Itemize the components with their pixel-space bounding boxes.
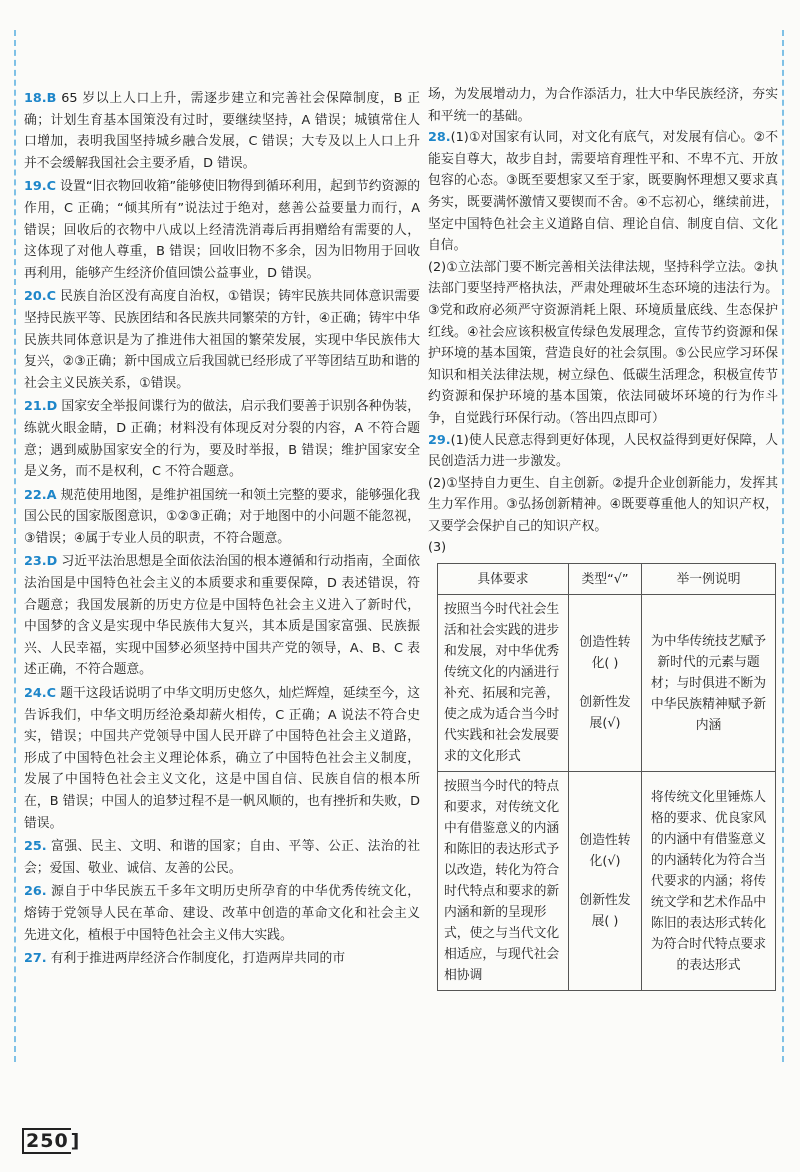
answer-number: 24.C [24, 686, 57, 702]
type-option: 创新性发展( ) [579, 893, 631, 930]
right-column [428, 84, 778, 991]
answer-number: 27. [24, 951, 47, 967]
answer-number: 19.C [24, 179, 57, 195]
table-row [438, 595, 776, 772]
answer-text: (1)使人民意志得到更好体现，人民权益得到更好保障，人民创造活力进一步激发。 [428, 432, 778, 470]
table-header: 类型“√” [569, 564, 642, 595]
table-header: 具体要求 [438, 564, 569, 595]
answer-number: 22.A [24, 487, 57, 503]
answer-paragraph [428, 473, 778, 538]
answer-entry [24, 948, 420, 970]
answer-paragraph [428, 430, 778, 473]
answer-text: 源自于中华民族五千多年文明历史所孕育的中华优秀传统文化，熔铸于党领导人民在革命、建设、改革中创造的革命文化和社会主义先进文化，植根于中国特色社会主义伟大实践。 [24, 884, 420, 943]
answer-entry [24, 396, 420, 482]
type-option: 创造性转化( ) [579, 635, 631, 672]
answer-paragraph [428, 84, 778, 127]
answer-number: 29. [428, 432, 451, 448]
answer-number: 23.D [24, 554, 58, 570]
answer-number: 26. [24, 884, 47, 900]
type-cell [569, 595, 642, 772]
answer-text: 设置“旧衣物回收箱”能够使旧物得到循环利用，起到节约资源的作用，C 正确；“倾其所有”说法过于绝对，慈善公益要量力而行，A 错误；回收后的衣物中八成以上经清洗消毒后再捐赠给有需要的人，这体现了对他人尊重，B 错误；回收旧物不多余，因为旧物用于回收再利用，能够产生经济价值回馈公益事业，D 错误。 [24, 179, 420, 281]
requirement-cell: 按照当今时代的特点和要求，对传统文化中有借鉴意义的内涵和陈旧的表达形式予以改造，转化为符合时代特点和要求的新内涵和新的呈现形式，使之与当代文化相适应，与现代社会相协调 [438, 772, 569, 991]
left-guide-line [14, 30, 16, 1062]
answer-entry [24, 836, 420, 879]
answer-entry [24, 551, 420, 681]
answer-text: 民族自治区没有高度自治权，①错误；铸牢民族共同体意识需要坚持民族平等、民族团结和各民族共同繁荣的方针，④正确；铸牢中华民族共同体意识是为了推进伟大祖国的繁荣发展，实现中华民族伟大复兴，②③正确；新中国成立后我国就已经形成了平等团结互助和谐的社会主义民族关系，①错误。 [24, 289, 420, 391]
page-number: 250 ] [22, 1130, 80, 1152]
answer-text: (1)①对国家有认同，对文化有底气，对发展有信心。②不能妄自尊大，故步自封，需要培育理性平和、不卑不亢、开放包容的心态。③既至要想家又至于家，既要胸怀理想又要求真务实，既要满怀激情又要锲而不舍。④不忘初心，继续前进，坚定中国特色社会主义道路自信、理论自信、制度自信、文化自信。 [428, 130, 778, 254]
answer-entry [24, 485, 420, 550]
answer-entry [24, 88, 420, 174]
answer-text: 习近平法治思想是全面依法治国的根本遵循和行动指南，全面依法治国是中国特色社会主义的本质要求和重要保障，D 表述错误，符合题意；我国发展新的历史方位是中国特色社会主义进入了新时代，中国梦的含义是实现中华民族伟大复兴，其本质是国家富强、民族振兴、人民幸福，实现中国梦必须坚持中国共产党的领导，A、B、C 表述正确，不符合题意。 [24, 554, 421, 678]
answer-paragraph [428, 537, 778, 559]
page-number-text: 250 [22, 1128, 71, 1154]
answer-text: 有利于推进两岸经济合作制度化，打造两岸共同的市 [50, 951, 346, 967]
answer-entry [24, 881, 420, 946]
answer-text: (2)①坚持自力更生、自主创新。②提升企业创新能力，发挥其生力军作用。③弘扬创新精神。④既要尊重他人的知识产权，又要学会保护自己的知识产权。 [428, 475, 778, 534]
answer-paragraph [428, 127, 778, 257]
answer-number: 25. [24, 839, 47, 855]
answer-table [437, 563, 776, 991]
answer-text: (2)①立法部门要不断完善相关法律法规，坚持科学立法。②执法部门要坚持严格执法，严肃处理破坏生态环境的违法行为。③党和政府必须严守资源消耗上限、环境质量底线、生态保护红线。④社会应该积极宣传绿色发展理念，宣传节约资源和保护环境的基本国策，营造良好的社会氛围。⑤公民应学习环保知识和相关法律法规，树立绿色、低碳生活理念，积极宣传节约资源和保护环境的基本国策，依法同破坏环境的行为作斗争，自觉践行环保行动。（答出四点即可） [428, 259, 778, 426]
answer-number: 28. [428, 130, 451, 146]
type-cell [569, 772, 642, 991]
answer-text: 题干这段话说明了中华文明历史悠久，灿烂辉煌，延续至今，这告诉我们，中华文明历经沧桑却薪火相传，C 正确；A 说法不符合史实，错误；中国共产党领导中国人民开辟了中国特色社会主义道路，形成了中国特色社会主义理论体系，确立了中国特色社会主义制度，发展了中国特色社会主义文化，这是中国自信、民族自信的根本所在，B 错误；中国人的追梦过程不是一帆风顺的，也有挫折和失败，D 错误。 [24, 686, 420, 831]
answer-paragraph [428, 257, 778, 430]
answer-number: 20.C [24, 289, 57, 305]
left-column [24, 88, 420, 972]
answer-text: 场，为发展增动力，为合作添活力，壮大中华民族经济，夯实和平统一的基础。 [428, 87, 778, 124]
answer-text: 规范使用地图，是维护祖国统一和领土完整的要求，能够强化我国公民的国家版图意识，①②③正确；对于地图中的小问题不能忽视，③错误；④属于专业人员的职责，不符合题意。 [24, 487, 420, 546]
answer-entry [24, 176, 420, 284]
requirement-cell: 按照当今时代社会生活和社会实践的进步和发展，对中华优秀传统文化的内涵进行补充、拓展和完善，使之成为适合当今时代实践和社会发展要求的文化形式 [438, 595, 569, 772]
table-row [438, 772, 776, 991]
type-option: 创新性发展(√) [579, 695, 631, 732]
example-cell: 将传统文化里锤炼人格的要求、优良家风的内涵中有借鉴意义的内涵转化为符合当代要求的内涵；将传统文学和艺术作品中陈旧的表达形式转化为符合时代特点要求的表达形式 [642, 772, 776, 991]
answer-entry [24, 683, 420, 834]
answer-number: 18.B [24, 91, 57, 106]
type-option: 创造性转化(√) [579, 833, 631, 870]
example-cell: 为中华传统技艺赋予新时代的元素与题材；与时俱进不断为中华民族精神赋予新内涵 [642, 595, 776, 772]
table-header: 举一例说明 [642, 564, 776, 595]
answer-text: 65 岁以上人口上升，需逐步建立和完善社会保障制度，B 正确；计划生育基本国策没有过时，要继续坚持，A 错误；城镇常住人口增加，表明我国坚持城乡融合发展，C 错误；大专及以上人口上升并不会缓解我国社会主要矛盾，D 错误。 [24, 91, 420, 171]
answer-entry [24, 286, 420, 394]
answer-text: (3) [428, 540, 447, 556]
answer-text: 国家安全举报间谍行为的做法，启示我们要善于识别各种伪装，练就火眼金睛，D 正确；材料没有体现反对分裂的内容，A 不符合题意；遇到威胁国家安全的行为，要及时举报，B 错误；维护国家安全是义务，而不是权利，C 不符合题意。 [24, 399, 421, 480]
answer-number: 21.D [24, 399, 58, 415]
table-header-row [438, 564, 776, 595]
answer-text: 富强、民主、文明、和谐的国家；自由、平等、公正、法治的社会；爱国、敬业、诚信、友善的公民。 [24, 839, 420, 876]
right-guide-line [782, 30, 784, 1062]
